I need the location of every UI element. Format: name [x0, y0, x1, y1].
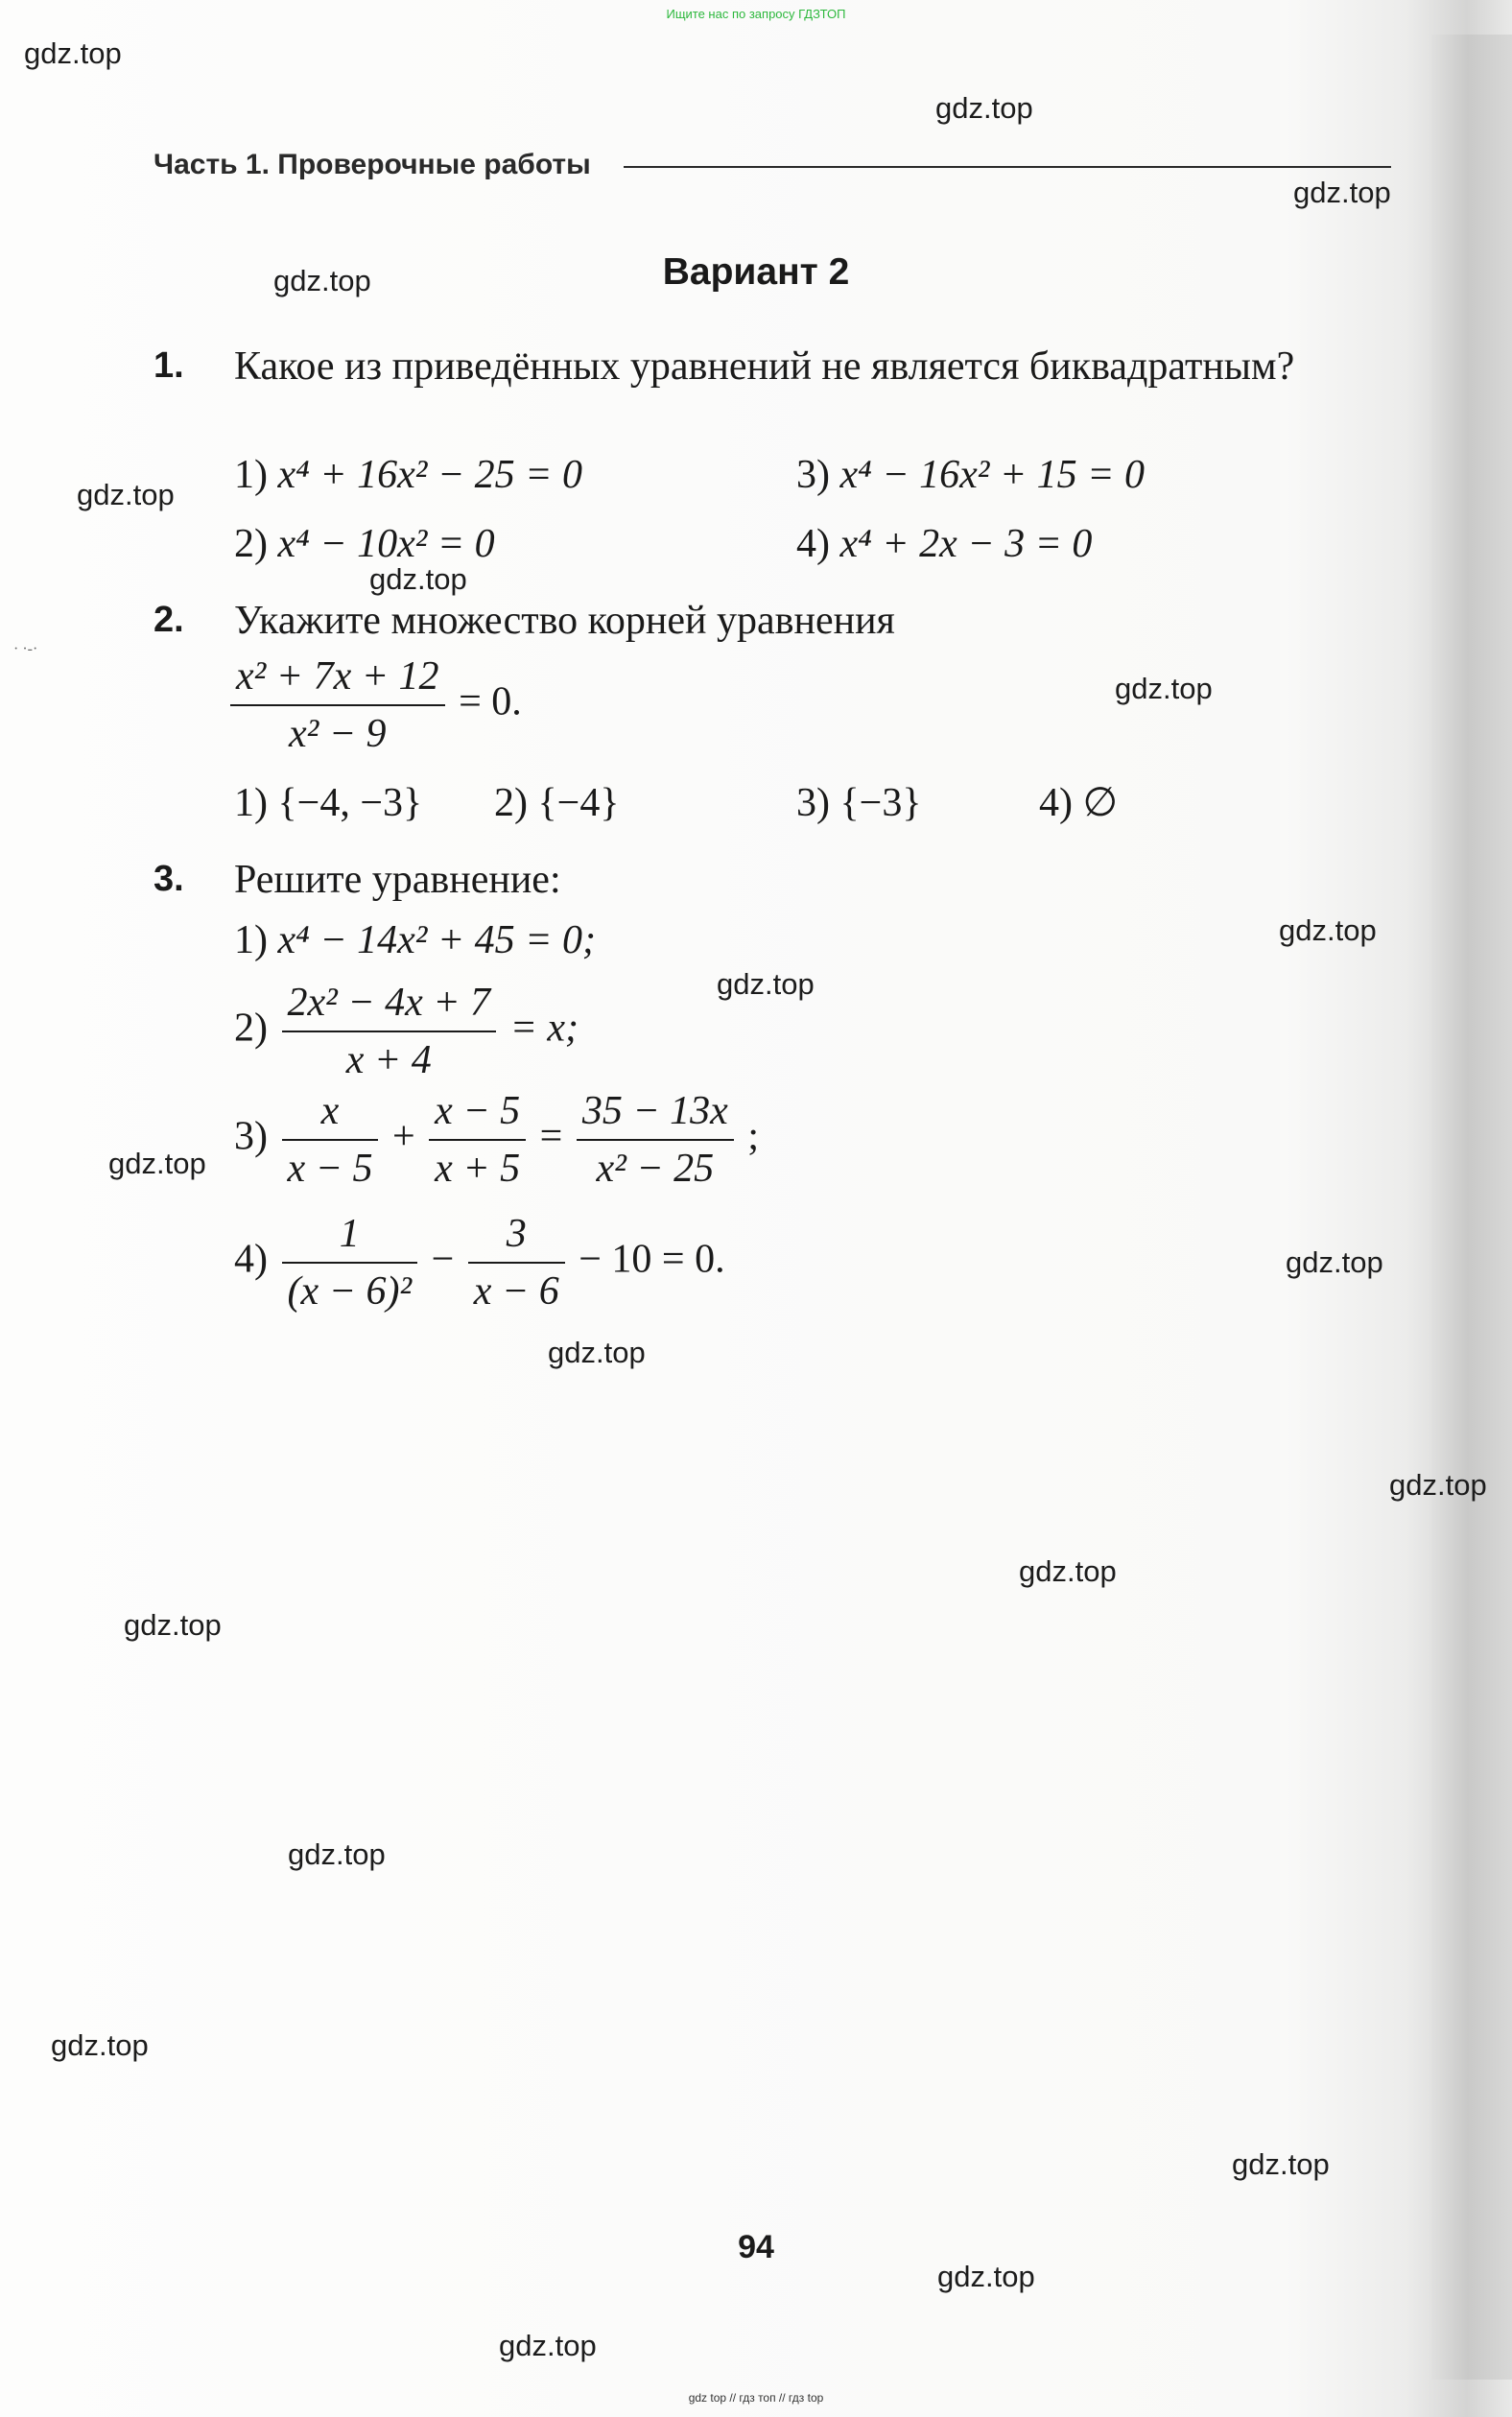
- q1-option-1-expr: x⁴ + 16x² − 25 = 0: [277, 453, 583, 497]
- q3-item-1-expr: x⁴ − 14x² + 45 = 0;: [277, 918, 596, 962]
- watermark: gdz.top: [935, 91, 1033, 125]
- q3-item-2-denominator: x + 4: [282, 1031, 497, 1082]
- q2-equation: [226, 654, 522, 756]
- footer[interactable]: gdz top // гдз топ // гдз top: [688, 2391, 824, 2405]
- q3-item-3-fraction-2: [429, 1089, 526, 1191]
- watermark: gdz.top: [937, 2260, 1035, 2293]
- q3-item-3-fraction-1: [282, 1089, 379, 1191]
- q3-item-4: [234, 1212, 725, 1314]
- q3-item-3-f3-num: 35 − 13x: [581, 1089, 728, 1133]
- q3-item-2-label: 2): [234, 1006, 268, 1051]
- q3-item-4-rest: − 10 = 0.: [579, 1237, 725, 1282]
- watermark: gdz.top: [124, 1608, 222, 1642]
- q3-item-2: [234, 981, 579, 1082]
- q1-option-1-label: 1): [234, 453, 268, 497]
- q1-option-1: [234, 451, 582, 499]
- q3-item-2-numerator: 2x² − 4x + 7: [287, 981, 491, 1025]
- q1-option-2-expr: x⁴ − 10x² = 0: [277, 522, 495, 566]
- q2-fraction: [230, 654, 445, 756]
- q1-option-3: [796, 451, 1145, 499]
- q1-number: 1.: [154, 345, 184, 386]
- q3-item-2-fraction: [282, 981, 497, 1082]
- watermark: gdz.top: [1389, 1468, 1487, 1502]
- q1-option-3-expr: x⁴ − 16x² + 15 = 0: [839, 453, 1146, 497]
- watermark: gdz.top: [1279, 913, 1377, 947]
- watermark: gdz.top: [108, 1147, 206, 1180]
- watermark: gdz.top: [51, 2028, 149, 2062]
- watermark: gdz.top: [1286, 1245, 1383, 1279]
- q1-option-2: [234, 520, 495, 568]
- q3-item-3-f1-num: x: [320, 1089, 340, 1133]
- top-note[interactable]: Ищите нас по запросу ГДЗТОП: [666, 7, 846, 21]
- q3-item-4-fraction-2: [468, 1212, 565, 1314]
- q3-item-3-fraction-3: [577, 1089, 734, 1191]
- q1-option-4: [796, 520, 1092, 568]
- watermark: gdz.top: [1293, 176, 1391, 209]
- q3-item-4-label: 4): [234, 1237, 268, 1282]
- q2-denominator: x² − 9: [230, 704, 445, 756]
- watermark: gdz.top: [548, 1336, 646, 1369]
- q2-option-1: 1) {−4, −3}: [234, 781, 423, 825]
- scan-specks: · ·‑·: [13, 641, 38, 657]
- q3-text: Решите уравнение:: [234, 858, 561, 902]
- q2-number: 2.: [154, 600, 184, 640]
- q3-item-4-f2-den: x − 6: [468, 1262, 565, 1314]
- q3-item-4-f1-num: 1: [339, 1212, 360, 1256]
- q3-item-4-f2-num: 3: [506, 1212, 527, 1256]
- q1-option-2-label: 2): [234, 522, 268, 566]
- watermark: gdz.top: [1232, 2147, 1330, 2181]
- q3-item-3: [234, 1089, 759, 1191]
- q3-item-4-fraction-1: [282, 1212, 418, 1314]
- watermark: gdz.top: [24, 36, 122, 70]
- q2-numerator: x² + 7x + 12: [236, 654, 439, 699]
- q3-item-3-op: +: [391, 1114, 415, 1159]
- page-header: Часть 1. Проверочные работы: [154, 149, 591, 180]
- q3-item-1: [234, 916, 596, 964]
- watermark: gdz.top: [288, 1837, 386, 1871]
- q3-number: 3.: [154, 859, 184, 899]
- page-number: 94: [738, 2229, 774, 2265]
- watermark: gdz.top: [273, 264, 371, 297]
- q3-item-2-rhs: = x;: [509, 1006, 579, 1051]
- q1-option-3-label: 3): [796, 453, 830, 497]
- watermark: gdz.top: [1019, 1554, 1117, 1588]
- q2-option-3: 3) {−3}: [796, 781, 922, 825]
- q2-rhs: = 0.: [459, 679, 522, 724]
- q3-item-3-f2-den: x + 5: [429, 1139, 526, 1191]
- q1-option-4-label: 4): [796, 522, 830, 566]
- q3-item-3-f2-num: x − 5: [435, 1089, 521, 1133]
- q1-option-4-expr: x⁴ + 2x − 3 = 0: [839, 522, 1093, 566]
- watermark: gdz.top: [77, 478, 175, 511]
- page-binding-shadow: [1431, 35, 1512, 2380]
- q2-option-2: 2) {−4}: [494, 781, 620, 825]
- q2-text: Укажите множество корней уравнения: [234, 599, 895, 643]
- q3-item-4-f1-den: (x − 6)²: [282, 1262, 418, 1314]
- q3-item-1-label: 1): [234, 918, 268, 962]
- q3-item-3-label: 3): [234, 1114, 268, 1159]
- q1-text: Какое из приведённых уравнений не является биквадратным?: [234, 344, 1295, 389]
- q2-option-4: 4) ∅: [1039, 781, 1119, 825]
- q3-item-3-f1-den: x − 5: [282, 1139, 379, 1191]
- watermark: gdz.top: [1115, 672, 1213, 705]
- q3-item-3-end: ;: [747, 1114, 759, 1159]
- watermark: gdz.top: [369, 562, 467, 596]
- watermark: gdz.top: [717, 967, 815, 1001]
- header-rule: [624, 166, 1391, 168]
- q3-item-3-f3-den: x² − 25: [577, 1139, 734, 1191]
- q3-item-4-op: −: [431, 1237, 455, 1282]
- q3-item-3-eq: =: [539, 1114, 563, 1159]
- watermark: gdz.top: [499, 2329, 597, 2362]
- variant-title: Вариант 2: [662, 251, 850, 293]
